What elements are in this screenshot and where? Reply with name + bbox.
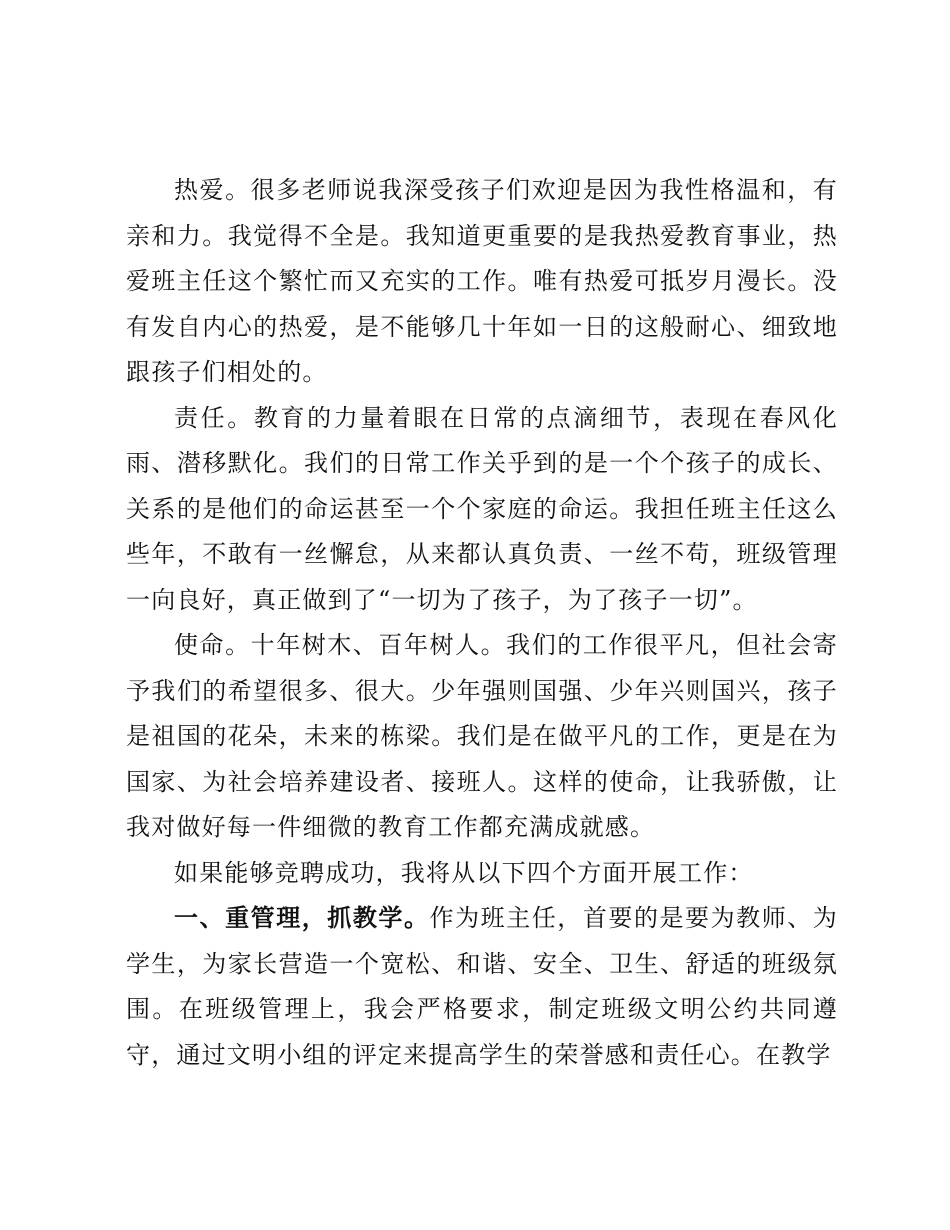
paragraph-text: 作为班主任，首要的是要为教师、为学生，为家长营造一个宽松、和谐、安全、卫生、舒适的班级氛围。在班级管理上，我会严格要求，制定班级文明公约共同遵守，通过文明小组的评定来提高学生的荣誉感和责任心。在教学 — [126, 904, 839, 1069]
paragraph-mission — [126, 623, 838, 851]
paragraph-management-teaching — [126, 896, 838, 1078]
document-body — [126, 168, 838, 1078]
paragraph-responsibility — [126, 396, 838, 624]
paragraph-plan-intro — [126, 851, 838, 897]
paragraph-text: 责任。教育的力量着眼在日常的点滴细节，表现在春风化雨、潜移默化。我们的日常工作关乎到的是一个个孩子的成长、关系的是他们的命运甚至一个个家庭的命运。我担任班主任这么些年，不敢有一丝懈怠，从来都认真负责、一丝不苟，班级管理一向良好，真正做到了“一切为了孩子，为了孩子一切”。 — [126, 403, 838, 614]
section-heading: 一、重管理，抓教学。 — [174, 904, 430, 932]
paragraph-text: 使命。十年树木、百年树人。我们的工作很平凡，但社会寄予我们的希望很多、很大。少年强则国强、少年兴则国兴，孩子是祖国的花朵，未来的栋梁。我们是在做平凡的工作，更是在为国家、为社会培养建设者、接班人。这样的使命，让我骄傲，让我对做好每一件细微的教育工作都充满成就感。 — [126, 631, 838, 841]
paragraph-text: 如果能够竞聘成功，我将从以下四个方面开展工作： — [174, 858, 754, 887]
paragraph-love — [126, 168, 838, 396]
paragraph-text: 热爱。很多老师说我深受孩子们欢迎是因为我性格温和，有亲和力。我觉得不全是。我知道更重要的是我热爱教育事业，热爱班主任这个繁忙而又充实的工作。唯有热爱可抵岁月漫长。没有发自内心的热爱，是不能够几十年如一日的这般耐心、细致地跟孩子们相处的。 — [126, 176, 838, 386]
